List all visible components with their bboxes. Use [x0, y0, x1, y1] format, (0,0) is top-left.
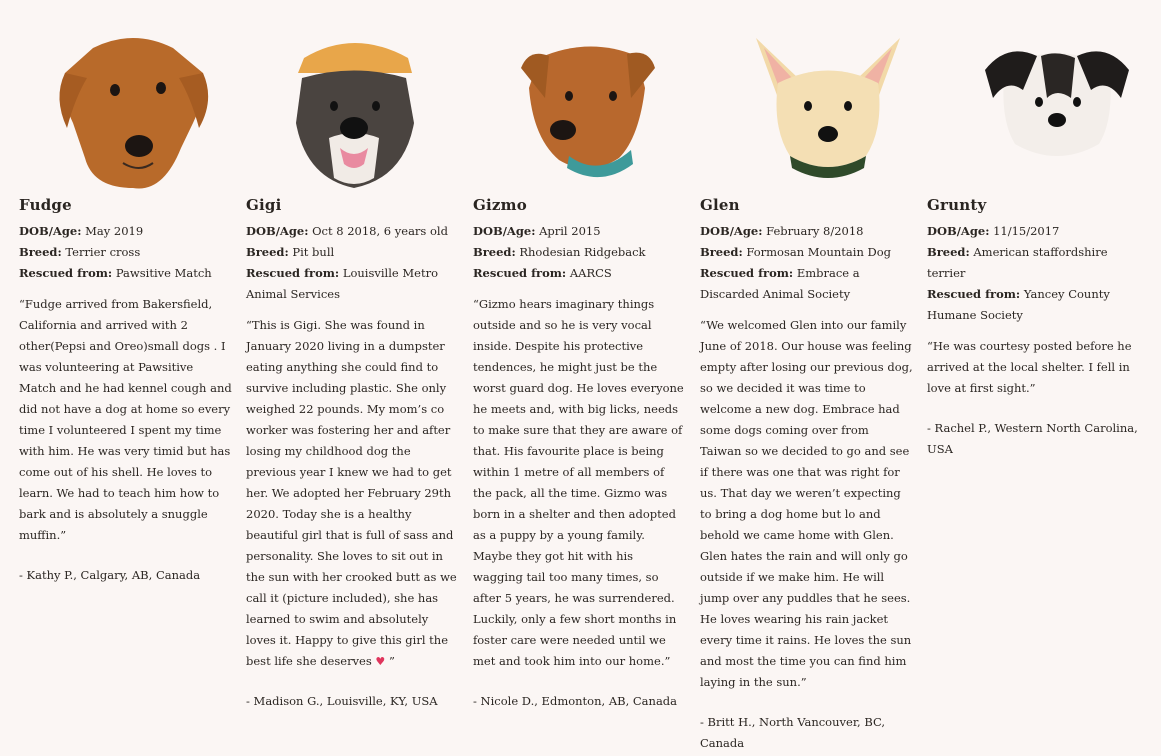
adopter-quote [246, 315, 459, 672]
adopter-signature: - Britt H., North Vancouver, BC, Canada [700, 715, 886, 750]
rescued-row [473, 263, 686, 284]
adopter-signature: - Kathy P., Calgary, AB, Canada [19, 568, 201, 582]
dob-value: April 2015 [539, 224, 601, 238]
dob-label: DOB/Age: [700, 224, 763, 238]
breed-value: Pit bull [292, 245, 335, 259]
adopter-signature: - Madison G., Louisville, KY, USA [246, 694, 438, 708]
dob-value: 11/15/2017 [993, 224, 1060, 238]
adopter-quote: “We welcomed Glen into our family June of 2018. Our house was feeling empty after losing our previous dog, so we decided it was time to welcome a new dog. Embrace had some dogs coming over from Taiwan so we decided to go and see if there was one that was right for us. That day we weren’t expecting to bring a dog home but lo and behold we came home with Glen. Glen hates the rain and will only go outside if we make him. He will jump over any puddles that he sees. He loves wearing his rain jacket every time it rains. He loves the sun and most the time you can find him laying in the sun.” [700, 318, 913, 689]
gigi-portrait-image [274, 28, 434, 193]
breed-label: Breed: [246, 245, 289, 259]
rescued-row [927, 284, 1140, 326]
dob-row [700, 221, 913, 242]
breed-row [19, 242, 232, 263]
rescued-row [246, 263, 459, 305]
dob-label: DOB/Age: [927, 224, 990, 238]
dob-row [19, 221, 232, 242]
dob-value: Oct 8 2018, 6 years old [312, 224, 448, 238]
dog-details [473, 221, 686, 712]
dog-details [700, 221, 913, 754]
dog-name: Glen [700, 196, 740, 214]
gizmo-portrait-image [509, 28, 669, 193]
adopter-quote: “He was courtesy posted before he arrived at the local shelter. I fell in love at first sight.” [927, 339, 1132, 395]
dob-label: DOB/Age: [19, 224, 82, 238]
breed-label: Breed: [473, 245, 516, 259]
dog-name: Gizmo [473, 196, 527, 214]
rescued-label: Rescued from: [927, 287, 1021, 301]
fudge-portrait-image [53, 28, 213, 193]
dog-details [927, 221, 1140, 460]
grunty-portrait-image [977, 28, 1137, 193]
breed-row [246, 242, 459, 263]
breed-label: Breed: [19, 245, 62, 259]
heart-icon: ♥ [375, 655, 386, 668]
rescued-label: Rescued from: [473, 266, 567, 280]
breed-value: American staffordshire terrier [927, 245, 1108, 280]
breed-row [700, 242, 913, 263]
breed-value: Rhodesian Ridgeback [519, 245, 646, 259]
dob-value: February 8/2018 [766, 224, 864, 238]
breed-label: Breed: [700, 245, 743, 259]
glen-portrait-image [748, 28, 908, 193]
dob-row [246, 221, 459, 242]
quote-close: ” [385, 654, 395, 668]
dog-name: Gigi [246, 196, 282, 214]
dob-row [927, 221, 1140, 242]
rescued-label: Rescued from: [246, 266, 340, 280]
rescued-value: Yancey County Humane Society [927, 287, 1110, 322]
rescued-label: Rescued from: [19, 266, 113, 280]
dob-value: May 2019 [85, 224, 144, 238]
dob-row [473, 221, 686, 242]
rescued-label: Rescued from: [700, 266, 794, 280]
adopter-quote: “Fudge arrived from Bakersfield, California and arrived with 2 other(Pepsi and Oreo)small dogs . I was volunteering at Pawsitive Match and he had kennel cough and did not have a dog at home so every time I volunteered I spent my time with him. He was very timid but has come out of his shell. He loves to learn. We had to teach him how to bark and is absolutely a snuggle muffin.” [19, 297, 232, 542]
adopter-signature: - Rachel P., Western North Carolina, USA [927, 421, 1138, 456]
dog-details [19, 221, 232, 586]
dob-label: DOB/Age: [473, 224, 536, 238]
adopter-quote: “Gizmo hears imaginary things outside and so he is very vocal inside. Despite his protective tendences, he might just be the worst guard dog. He loves everyone he meets and, with big licks, needs to make sure that they are aware of that. His favourite place is being within 1 metre of all members of the pack, all the time. Gizmo was born in a shelter and then adopted as a puppy by a young family. Maybe they got hit with his wagging tail too many times, so after 5 years, he was surrendered. Luckily, only a few short months in foster care were needed until we met and took him into our home.” [473, 297, 684, 668]
breed-row [473, 242, 686, 263]
dog-name: Fudge [19, 196, 72, 214]
rescued-row [19, 263, 232, 284]
dob-label: DOB/Age: [246, 224, 309, 238]
breed-value: Terrier cross [65, 245, 141, 259]
adopter-quote-text: “This is Gigi. She was found in January 2020 living in a dumpster eating anything she could find to survive including plastic. She only weighed 22 pounds. My mom’s co worker was fostering her and after losing my childhood dog the previous year I knew we had to get her. We adopted her February 29th 2020. Today she is a healthy beautiful girl that is full of sass and personality. She loves to sit out in the sun with her crooked butt as we call it (picture included), she has learned to swim and absolutely loves it. Happy to give this girl the best life she deserves [246, 318, 457, 668]
rescued-value: Embrace a Discarded Animal Society [700, 266, 860, 301]
rescued-value: AARCS [569, 266, 612, 280]
rescued-value: Louisville Metro Animal Services [246, 266, 438, 301]
rescued-row [700, 263, 913, 305]
adopter-signature: - Nicole D., Edmonton, AB, Canada [473, 694, 678, 708]
rescued-value: Pawsitive Match [115, 266, 212, 280]
dog-details [246, 221, 459, 712]
breed-row [927, 242, 1140, 284]
breed-value: Formosan Mountain Dog [746, 245, 892, 259]
breed-label: Breed: [927, 245, 970, 259]
dog-name: Grunty [927, 196, 987, 214]
